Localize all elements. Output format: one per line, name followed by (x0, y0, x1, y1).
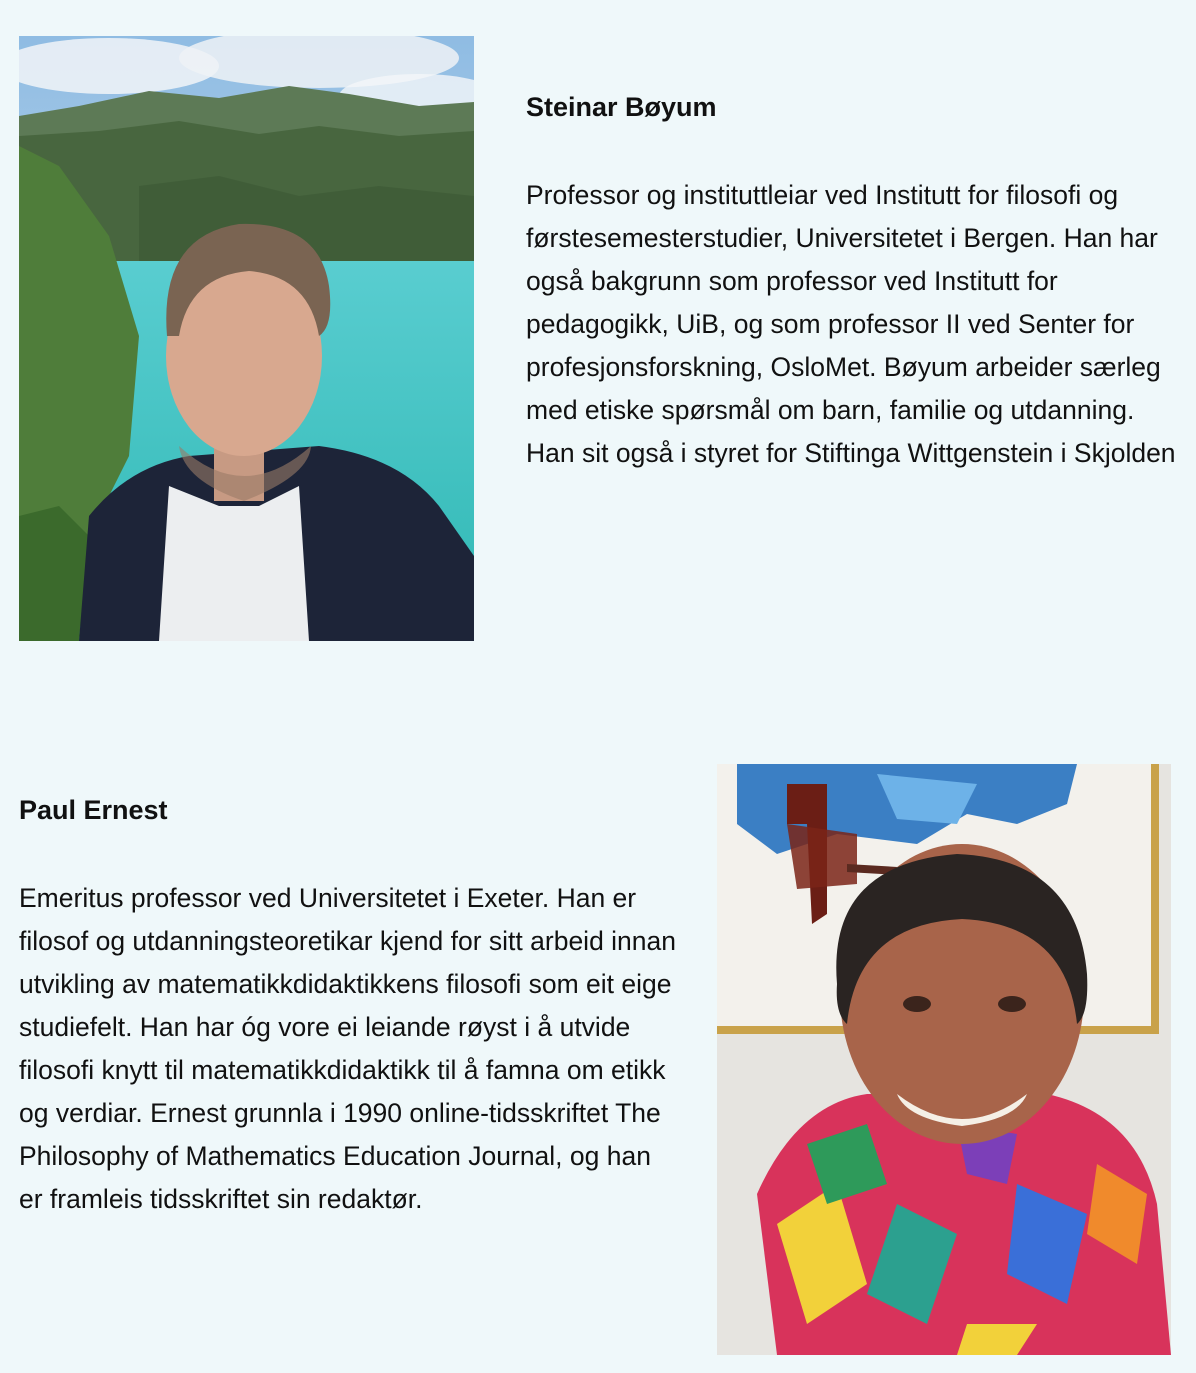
person-bio: Professor og instituttleiar ved Institutt for filosofi og førstesemesterstudier, Universitetet i Bergen. Han har også bakgrunn som professor ved Institutt for pedagogikk, UiB, og som professor II ved Senter for profesjonsforskning, OsloMet. Bøyum arbeider særleg med etiske spørsmål om barn, familie og utdanning. Han sit også i styret for Stiftinga Wittgenstein i Skjolden (526, 180, 1176, 468)
paul-ernest-profile (19, 791, 679, 1221)
person-bio: Emeritus professor ved Universitetet i Exeter. Han er filosof og utdanningsteoretikar kjend for sitt arbeid innan utvikling av matematikkdidaktikkens filosofi som eit eige studiefelt. Han har óg vore ei leiande røyst i å utvide filosofi knytt til matematikkdidaktikk til å famna om etikk og verdiar. Ernest grunnla i 1990 online-tidsskriftet The Philosophy of Mathematics Education Journal, og han er framleis tidsskriftet sin redaktør. (19, 883, 677, 1214)
steinar-boyum-profile (526, 88, 1188, 475)
steinar-boyum-photo (19, 36, 474, 641)
paul-ernest-photo (717, 764, 1171, 1355)
person-name: Paul Ernest (19, 795, 168, 825)
person-name: Steinar Bøyum (526, 92, 717, 122)
